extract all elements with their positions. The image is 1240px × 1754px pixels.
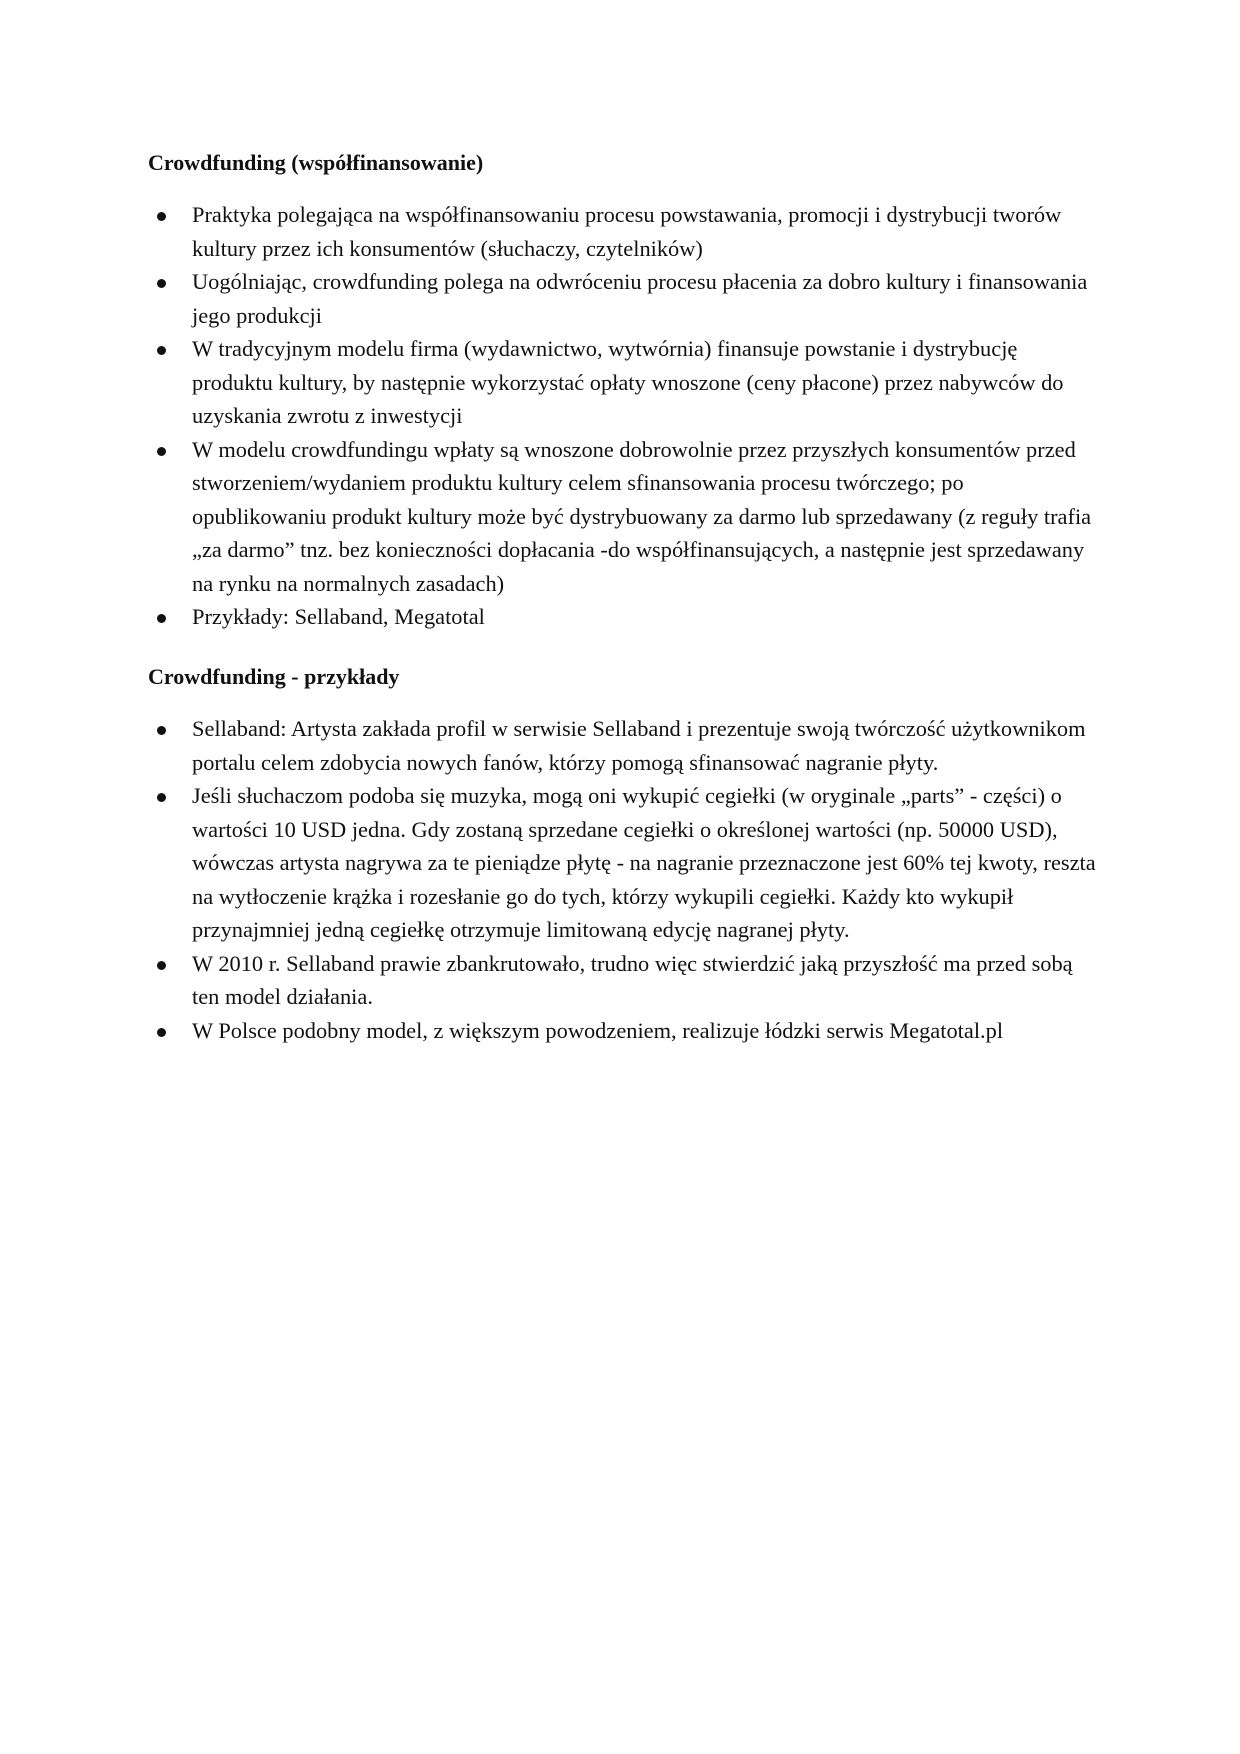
list-item-text: W tradycyjnym modelu firma (wydawnictwo, wytwórnia) finansuje powstanie i dystrybucję produktu kultury, by następnie wykorzystać opłaty wnoszone (ceny płacone) przez nabywców do uzyskania zwrotu z inwestycji [192,336,1064,428]
section-heading: Crowdfunding (współfinansowanie) [148,150,484,175]
bullet-dot-icon [157,212,166,221]
list-item-text: Przykłady: Sellaband, Megatotal [192,604,485,629]
list-item-text: W modelu crowdfundingu wpłaty są wnoszone dobrowolnie przez przyszłych konsumentów przed stworzeniem/wydaniem produktu kultury celem sfinansowania procesu twórczego; po opublikowaniu produkt kultury może być dystrybuowany za darmo lub sprzedawany (z reguły trafia „za darmo” tnz. bez konieczności dopłacania -do współfinansujących, a następnie jest sprzedawany na rynku na normalnych zasadach) [192,436,1092,596]
list-item-text: Praktyka polegająca na współfinansowaniu procesu powstawania, promocji i dystrybucji tworów kultury przez ich konsumentów (słuchaczy, czytelników) [192,202,1062,261]
bullet-dot-icon [157,447,166,456]
section-heading: Crowdfunding - przykłady [148,664,400,689]
section-crowdfunding-examples [148,660,1098,1047]
list-item-text: Uogólniając, crowdfunding polega na odwróceniu procesu płacenia za dobro kultury i finansowania jego produkcji [192,269,1088,328]
list-item [148,947,1098,1014]
list-item-text: Sellaband: Artysta zakłada profil w serwisie Sellaband i prezentuje swoją twórczość użytkownikom portalu celem zdobycia nowych fanów, którzy pomogą sfinansować nagranie płyty. [192,716,1086,775]
list-item [148,198,1098,265]
list-item [148,779,1098,947]
bullet-dot-icon [157,614,166,623]
bullet-list [148,198,1098,634]
list-item [148,265,1098,332]
list-item-text: Jeśli słuchaczom podoba się muzyka, mogą oni wykupić cegiełki (w oryginale „parts” - części) o wartości 10 USD jedna. Gdy zostaną sprzedane cegiełki o określonej wartości (np. 50000 USD), wówczas artysta nagrywa za te pieniądze płytę - na nagranie przeznaczone jest 60% tej kwoty, reszta na wytłoczenie krążka i rozesłanie go do tych, którzy wykupili cegiełki. Każdy kto wykupił przynajmniej jedną cegiełkę otrzymuje limitowaną edycję nagranej płyty. [192,783,1096,942]
bullet-dot-icon [157,961,166,970]
bullet-dot-icon [157,726,166,735]
list-item [148,433,1098,601]
list-item [148,332,1098,433]
bullet-dot-icon [157,793,166,802]
section-crowdfunding-definition [148,146,1098,634]
list-item-text: W 2010 r. Sellaband prawie zbankrutowało, trudno więc stwierdzić jaką przyszłość ma przed sobą ten model działania. [192,950,1073,1009]
list-item [148,712,1098,779]
list-item [148,1014,1098,1048]
bullet-dot-icon [157,1028,166,1037]
bullet-dot-icon [157,279,166,288]
list-item-text: W Polsce podobny model, z większym powodzeniem, realizuje łódzki serwis Megatotal.pl [192,1017,1004,1043]
list-item [148,600,1098,634]
bullet-list [148,712,1098,1047]
bullet-dot-icon [157,346,166,355]
